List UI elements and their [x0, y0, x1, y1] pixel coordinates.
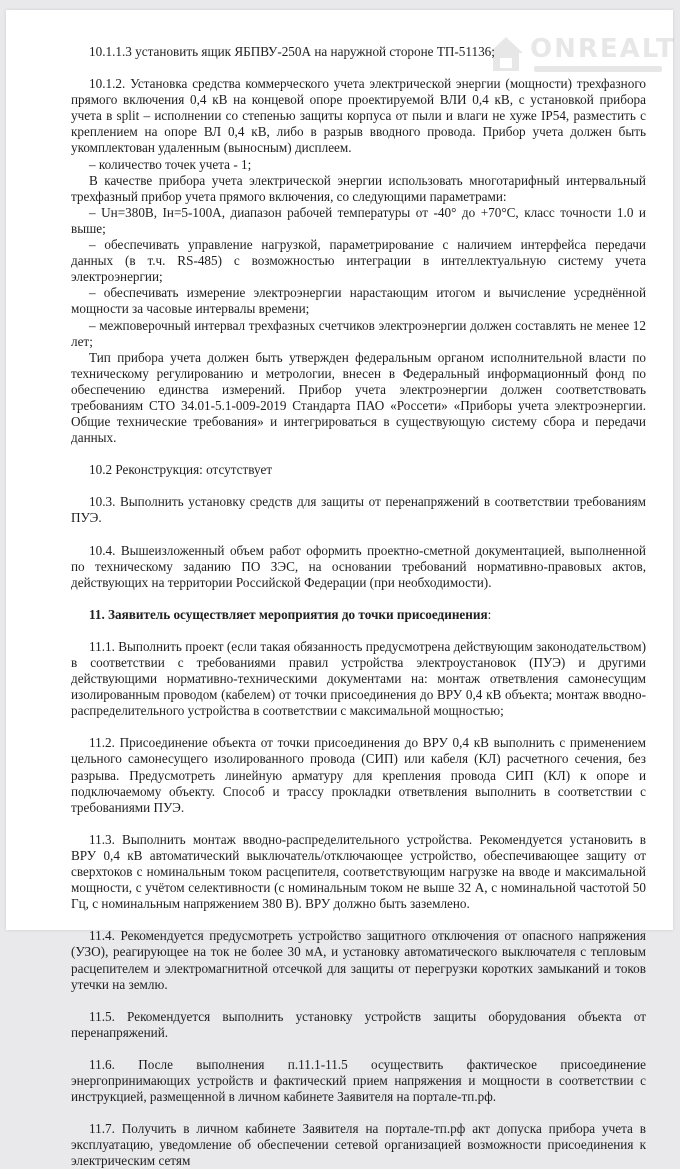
- paragraph-11-2: 11.2. Присоединение объекта от точки присоединения до ВРУ 0,4 кВ выполнить с применением цельного самонесущего изолированного провода (СИП) или кабеля (КЛ) расчетного сечения, без разрыва. Предусмотреть линейную арматуру для крепления провода СИП (КЛ) к опоре и подключаемому объекту. Способ и трассу прокладки ответвления выполнить в соответствии с требованиями ПУЭ.: [71, 735, 646, 815]
- meter-param-1: – Uн=380В, Iн=5-100А, диапазон рабочей температуры от -40° до +70°С, класс точности 1.0 и выше;: [71, 204, 646, 236]
- meter-param-2: – обеспечивать управление нагрузкой, параметрирование с наличием интерфейса передачи данных (в т.ч. RS-485) с возможностью интеграции в интеллектуальную систему учета электроэнергии;: [71, 237, 646, 285]
- meter-param-4: – межповерочный интервал трехфазных счетчиков электроэнергии должен составлять не менее 12 лет;: [71, 317, 646, 349]
- paragraph-11-6: 11.6. После выполнения п.11.1-11.5 осуществить фактическое присоединение энергопринимающих устройств и фактический прием напряжения и мощности в соответствии с инструкцией, размещенной в личном кабинете Заявителя на портале-тп.рф.: [71, 1056, 646, 1105]
- metering-points-count: – количество точек учета - 1;: [89, 156, 252, 172]
- paragraph-10-4: 10.4. Вышеизложенный объем работ оформить проектно-сметной документацией, выполненной по техническому заданию ПО ЗЭС, на основании требований нормативно-правовых актов, действующих на территории Российской Федерации (при необходимости).: [71, 542, 646, 590]
- section-11-colon: :: [487, 606, 492, 622]
- watermark-text: ONREALT: [530, 34, 676, 64]
- section-11-title: 11. Заявитель осуществляет мероприятия до точки присоединения: [89, 606, 488, 622]
- paragraph-10-2: 10.2 Реконструкция: отсутствует: [89, 462, 273, 478]
- paragraph-11-5: 11.5. Рекомендуется выполнить установку устройств защиты оборудования объекта от перенапряжений.: [71, 1008, 646, 1040]
- paragraph-11-1: 11.1. Выполнить проект (если такая обязанность предусмотрена действующим законодательством) в соответствии с требованиями правил устройства электроустановок (ПУЭ) и другими действующими нормативно-техническими документами на: монтаж ответвления самонесущим изолированным проводом (кабелем) от точки присоединения до ВРУ 0,4 кВ объекта; монтаж вводно-распределительного устройства в соответствии с максимальной мощностью;: [71, 638, 646, 719]
- meter-intro: В качестве прибора учета электрической энергии использовать многотарифный интервальный трехфазный прибор учета прямого включения, со следующими параметрами:: [71, 172, 646, 204]
- document-page: [6, 10, 676, 1169]
- document-body: [71, 44, 646, 1169]
- paragraph-10-1-1-3: 10.1.1.3 установить ящик ЯБПВУ-250А на наружной стороне ТП-51136;: [89, 44, 495, 59]
- paragraph-10-1-2: 10.1.2. Установка средства коммерческого учета электрической энергии (мощности) трехфазного прямого включения 0,4 кВ на концевой опоре проектируемой ВЛИ 0,4 кВ, с установкой прибора учета в split – исполнении со степенью защиты корпуса от пыли и влаги не хуже IP54, разместить с креплением на опоре ВЛ 0,4 кВ, либо в разрыв вводного провода. Прибор учета должен быть укомплектован удаленным (выносным) дисплеем.: [71, 76, 646, 156]
- paragraph-10-3: 10.3. Выполнить установку средств для защиты от перенапряжений в соответствии требованиям ПУЭ.: [71, 494, 646, 526]
- paragraph-11-3: 11.3. Выполнить монтаж вводно-распределительного устройства. Рекомендуется установить в ВРУ 0,4 кВ автоматический выключатель/отключающее устройство, обеспечивающее защиту от сверхтоков с номинальным током расцепителя, соответствующим нагрузке на вводе и максимальной мощности, с учётом селективности (с номинальным током не выше 32 А, с номинальной частотой 50 Гц, с номинальным напряжением 380 В). ВРУ должно быть заземлено.: [71, 831, 646, 912]
- paragraph-11-4: 11.4. Рекомендуется предусмотреть устройство защитного отключения от опасного напряжения (УЗО), реагирующее на ток не более 30 мА, и установку автоматического выключателя с тепловым расцепителем и электромагнитной отсечкой для защиты от перегрузки коротких замыканий и токов утечки на землю.: [71, 928, 646, 992]
- paragraph-11-7: 11.7. Получить в личном кабинете Заявителя на портале-тп.рф акт допуска прибора учета в эксплуатацию, уведомление об обеспечении сетевой организацией возможности присоединения к электрическим сетям: [71, 1121, 646, 1169]
- section-11-heading: [71, 607, 646, 623]
- meter-param-3: – обеспечивать измерение электроэнергии нарастающим итогом и вычисление усреднённой мощности за часовые интервалы времени;: [71, 285, 646, 317]
- meter-type-requirements: Тип прибора учета должен быть утвержден федеральным органом исполнительной власти по техническому регулированию и метрологии, внесен в Федеральный информационный фонд по обеспечению единства измерений. Прибор учета электроэнергии должен соответствовать требованиям СТО 34.01-5.1-009-2019 Стандарта ПАО «Россети» «Приборы учета электроэнергии. Общие технические требования» и интегрироваться в существующую систему сбора и передачи данных.: [71, 349, 646, 446]
